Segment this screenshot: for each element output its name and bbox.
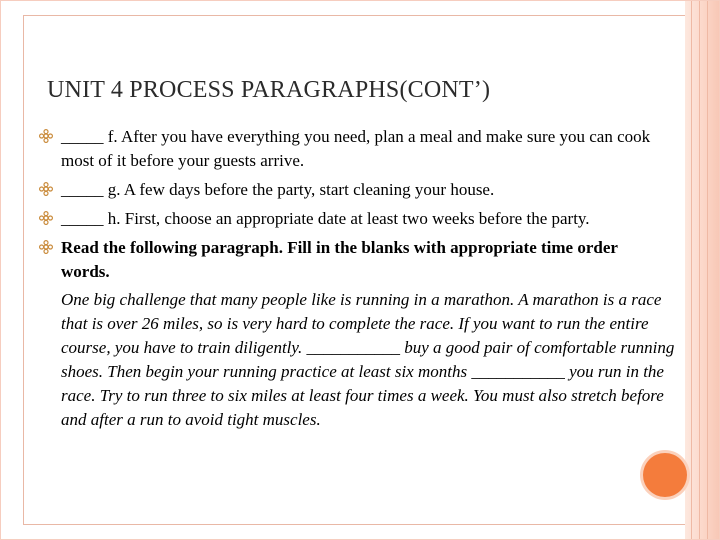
bullet-item xyxy=(39,207,654,231)
bullet-item xyxy=(39,178,654,202)
bullet-item xyxy=(39,125,654,173)
slide-title: UNIT 4 PROCESS PARAGRAPHS(CONT’) xyxy=(47,77,491,103)
bullet-item-instructions xyxy=(39,236,654,284)
flower-bullet-icon xyxy=(39,129,53,143)
bullet-text: _____ f. After you have everything you need, plan a meal and make sure you can cook most of it before your guests arrive. xyxy=(61,127,651,170)
bullet-text: _____ g. A few days before the party, start cleaning your house. xyxy=(61,180,495,199)
bullet-text: _____ h. First, choose an appropriate date at least two weeks before the party. xyxy=(61,209,590,228)
flower-bullet-icon xyxy=(39,211,53,225)
decorative-side-bar xyxy=(685,1,719,539)
flower-bullet-icon xyxy=(39,182,53,196)
flower-bullet-icon xyxy=(39,240,53,254)
bullet-list xyxy=(39,125,675,432)
marathon-paragraph: One big challenge that many people like is running in a marathon. A marathon is a race that is over 26 miles, so is very hard to complete the race. If you want to run the entire course, you have to train diligently. ___________ buy a good pair of comfortable running shoes. Then begin your running practice at least six months ___________ you run in the race. Try to run three to six miles at least four times a week. You must also stretch before and after a run to avoid tight muscles. xyxy=(61,290,675,429)
bullet-text: Read the following paragraph. Fill in the blanks with appropriate time order words. xyxy=(61,238,618,281)
orange-circle-decoration xyxy=(643,453,687,497)
